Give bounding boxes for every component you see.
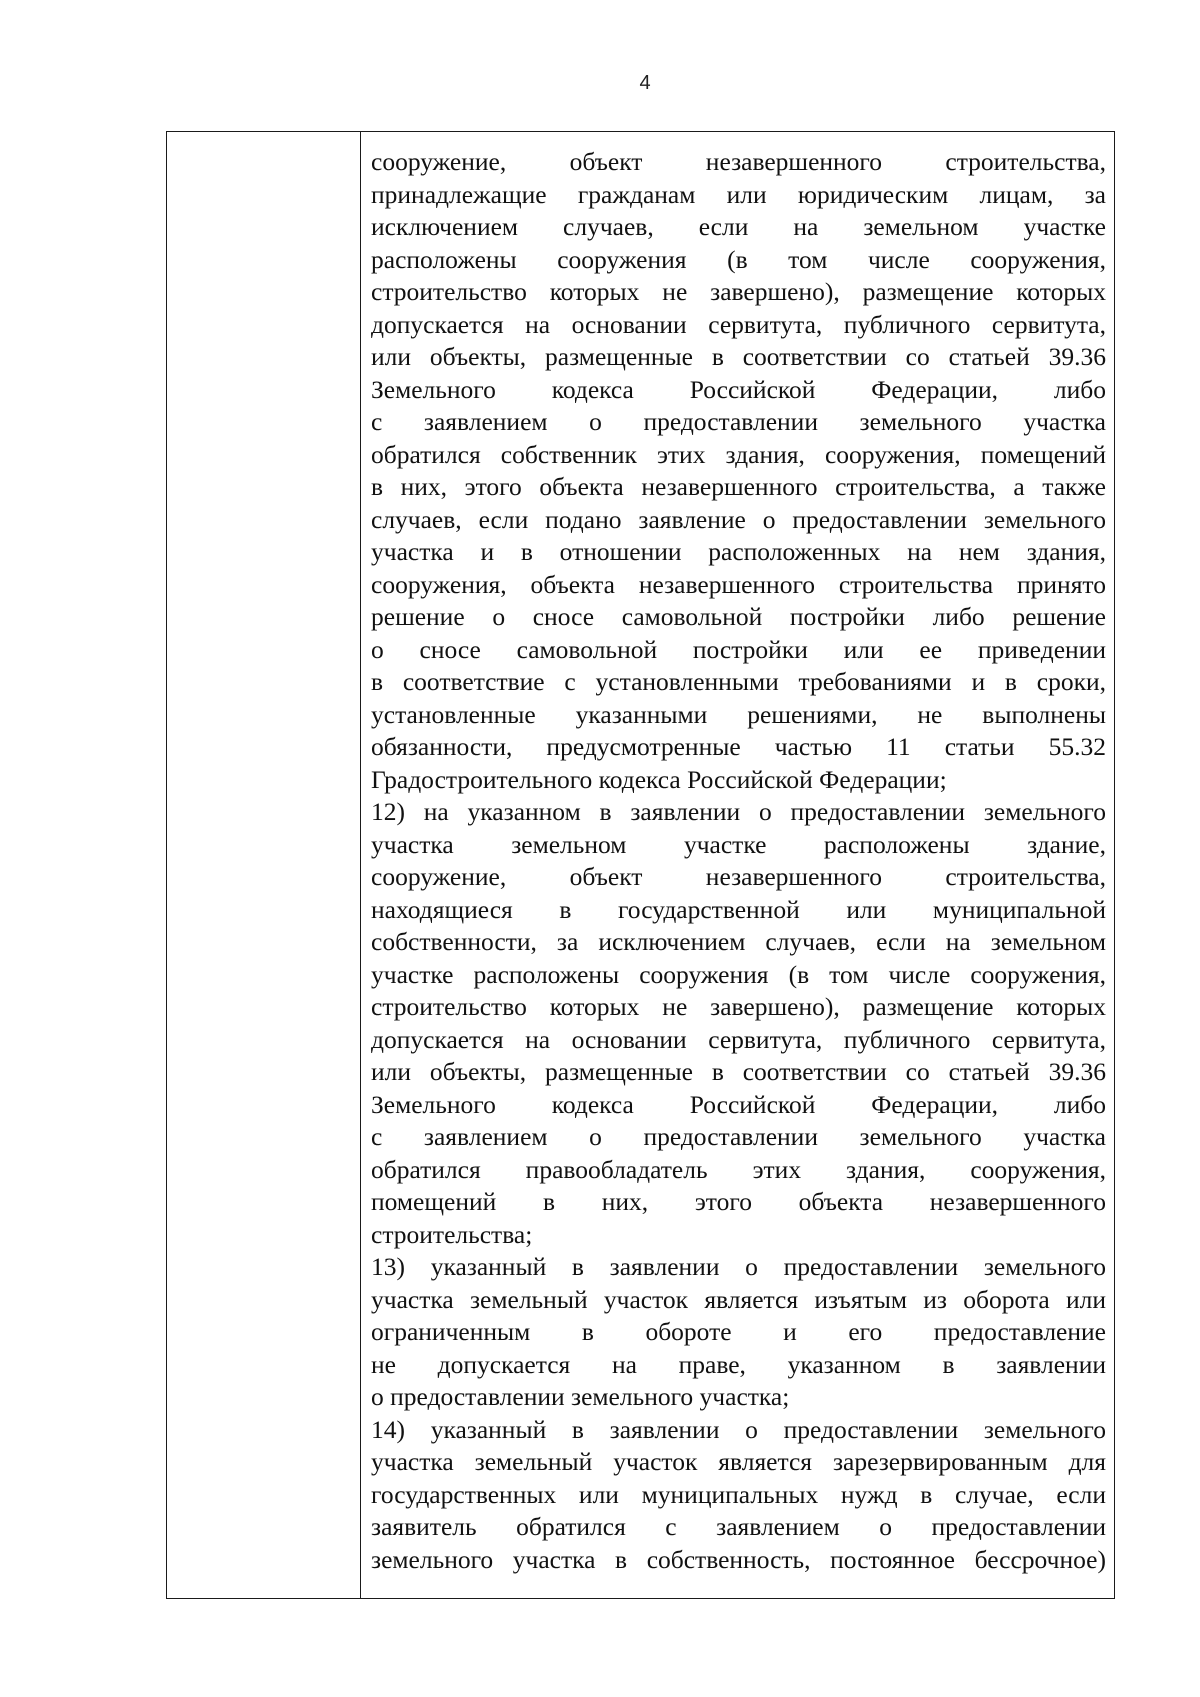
text-line: обязанности, предусмотренные частью 11 статьи 55.32 [371, 732, 1106, 761]
text-line: принадлежащие гражданам или юридическим лицам, за [371, 179, 1106, 209]
text-line: участке расположены сооружения (в том числе сооружения, [371, 959, 1106, 989]
text-line: не допускается на праве, указанном в заявлении [371, 1349, 1106, 1379]
text-line: собственности, за исключением случаев, если на земельном [371, 927, 1106, 956]
document-table [166, 131, 1115, 1599]
text-line: Градостроительного кодекса Российской Федерации; [371, 764, 947, 794]
text-line: о сносе самовольной постройки или ее приведении [371, 634, 1106, 664]
table-left-cell [167, 132, 361, 1598]
text-line: участка земельный участок является изъятым из оборота или [371, 1284, 1106, 1314]
text-line: заявитель обратился с заявлением о предоставлении [371, 1512, 1106, 1541]
text-line: в соответствие с установленными требованиями и в сроки, [371, 667, 1106, 696]
table-right-cell [361, 132, 1114, 1598]
text-line: о предоставлении земельного участка; [371, 1382, 790, 1411]
text-line: 13) указанный в заявлении о предоставлении земельного [371, 1252, 1106, 1281]
text-line: 12) на указанном в заявлении о предоставлении земельного [371, 797, 1106, 826]
text-line: в них, этого объекта незавершенного строительства, а также [371, 472, 1106, 501]
text-line: участка земельный участок является зарезервированным для [371, 1447, 1106, 1476]
text-line: строительства; [371, 1219, 533, 1249]
text-line: допускается на основании сервитута, публичного сервитута, [371, 309, 1106, 339]
text-line: сооружение, объект незавершенного строительства, [371, 147, 1106, 176]
text-line: участка и в отношении расположенных на нем здания, [371, 537, 1106, 566]
text-line: участка земельном участке расположены здание, [371, 829, 1106, 859]
text-line: или объекты, размещенные в соответствии со статьей 39.36 [371, 342, 1106, 371]
text-line: установленные указанными решениями, не выполнены [371, 699, 1106, 729]
text-line: обратился правообладатель этих здания, сооружения, [371, 1154, 1106, 1184]
text-line: исключением случаев, если на земельном участке [371, 212, 1106, 241]
text-line: земельного участка в собственность, постоянное бессрочное) [371, 1544, 1106, 1574]
text-line: решение о сносе самовольной постройки либо решение [371, 602, 1106, 631]
text-line: находящиеся в государственной или муниципальной [371, 894, 1106, 924]
text-line: сооружение, объект незавершенного строительства, [371, 862, 1106, 891]
text-line: расположены сооружения (в том числе сооружения, [371, 244, 1106, 274]
text-line: строительство которых не завершено), размещение которых [371, 277, 1106, 306]
text-line: Земельного кодекса Российской Федерации, либо [371, 1089, 1106, 1119]
text-line: допускается на основании сервитута, публичного сервитута, [371, 1024, 1106, 1054]
text-line: Земельного кодекса Российской Федерации, либо [371, 374, 1106, 404]
text-line: сооружения, объекта незавершенного строительства принято [371, 569, 1106, 599]
text-line: государственных или муниципальных нужд в случае, если [371, 1479, 1106, 1509]
text-line: обратился собственник этих здания, сооружения, помещений [371, 439, 1106, 469]
text-line: 14) указанный в заявлении о предоставлении земельного [371, 1414, 1106, 1444]
text-line: или объекты, размещенные в соответствии со статьей 39.36 [371, 1057, 1106, 1086]
text-line: строительство которых не завершено), размещение которых [371, 992, 1106, 1021]
page-number: 4 [639, 72, 651, 94]
text-line: ограниченным в обороте и его предоставление [371, 1317, 1106, 1346]
text-line: с заявлением о предоставлении земельного участка [371, 407, 1106, 436]
text-line: случаев, если подано заявление о предоставлении земельного [371, 504, 1106, 534]
text-line: с заявлением о предоставлении земельного участка [371, 1122, 1106, 1151]
text-line: помещений в них, этого объекта незавершенного [371, 1187, 1106, 1216]
